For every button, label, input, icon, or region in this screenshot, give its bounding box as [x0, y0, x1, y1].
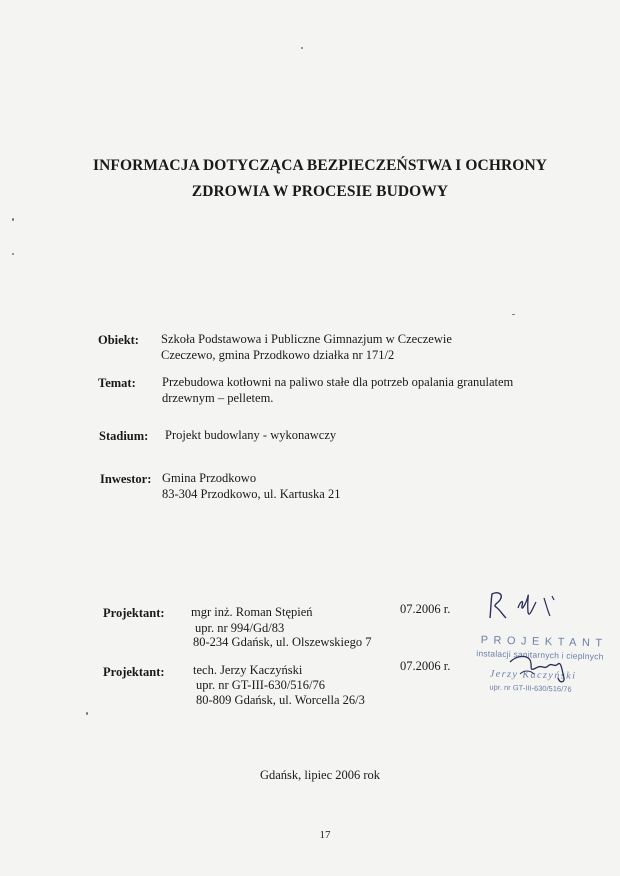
page-number: 17 [319, 829, 331, 841]
document-title-line-2: ZDROWIA W PROCESIE BUDOWY [191, 183, 449, 200]
temat-line-1: Przebudowa kotłowni na paliwo stałe dla potrzeb opalania granulatem [162, 375, 514, 389]
designer-1-label: Projektant: [103, 606, 165, 620]
stamp-line-2: instalacji sanitarnych i cieplnych [476, 648, 604, 662]
stamp-line-1: PROJEKTANT [480, 634, 608, 650]
designer-1-address: 80-234 Gdańsk, ul. Olszewskiego 7 [193, 635, 372, 649]
inwestor-line-2: 83-304 Przodkowo, ul. Kartuska 21 [162, 487, 341, 501]
scan-speck [12, 253, 14, 255]
designer-2-license: upr. nr GT-III-630/516/76 [196, 678, 326, 692]
temat-line-2: drzewnym – pelletem. [162, 391, 274, 405]
scan-speck [12, 218, 14, 221]
designer-2-name: tech. Jerzy Kaczyński [193, 663, 303, 677]
stadium-label: Stadium: [99, 429, 149, 443]
designer-1-name: mgr inż. Roman Stępień [191, 605, 313, 619]
inwestor-line-1: Gmina Przodkowo [162, 471, 257, 485]
scan-speck [301, 47, 303, 49]
obiekt-label: Obiekt: [98, 333, 139, 347]
stamp-line-3: Jerzy Kaczyński [489, 668, 577, 682]
scan-speck [512, 314, 515, 315]
designer-1-license: upr. nr 994/Gd/83 [195, 621, 285, 635]
signature-2-image [500, 648, 580, 688]
temat-label: Temat: [98, 376, 136, 390]
inwestor-label: Inwestor: [100, 472, 152, 486]
obiekt-line-1: Szkoła Podstawowa i Publiczne Gimnazjum w Czeczewie [161, 332, 452, 346]
place-and-date: Gdańsk, lipiec 2006 rok [259, 768, 381, 782]
obiekt-line-2: Czeczewo, gmina Przodkowo działka nr 171/2 [161, 348, 395, 362]
stadium-value: Projekt budowlany - wykonawczy [165, 428, 337, 442]
signature-1-image [484, 588, 564, 624]
designer-1-date: 07.2006 r. [400, 602, 451, 616]
designer-2-date: 07.2006 r. [400, 659, 451, 673]
designer-2-label: Projektant: [103, 665, 165, 679]
stamp-line-4: upr. nr GT-III-630/516/76 [489, 682, 572, 694]
designer-2-address: 80-809 Gdańsk, ul. Worcella 26/3 [196, 693, 365, 707]
scan-speck [86, 712, 88, 715]
document-title-line-1: INFORMACJA DOTYCZĄCA BEZPIECZEŃSTWA I OCHRONY [92, 157, 548, 174]
